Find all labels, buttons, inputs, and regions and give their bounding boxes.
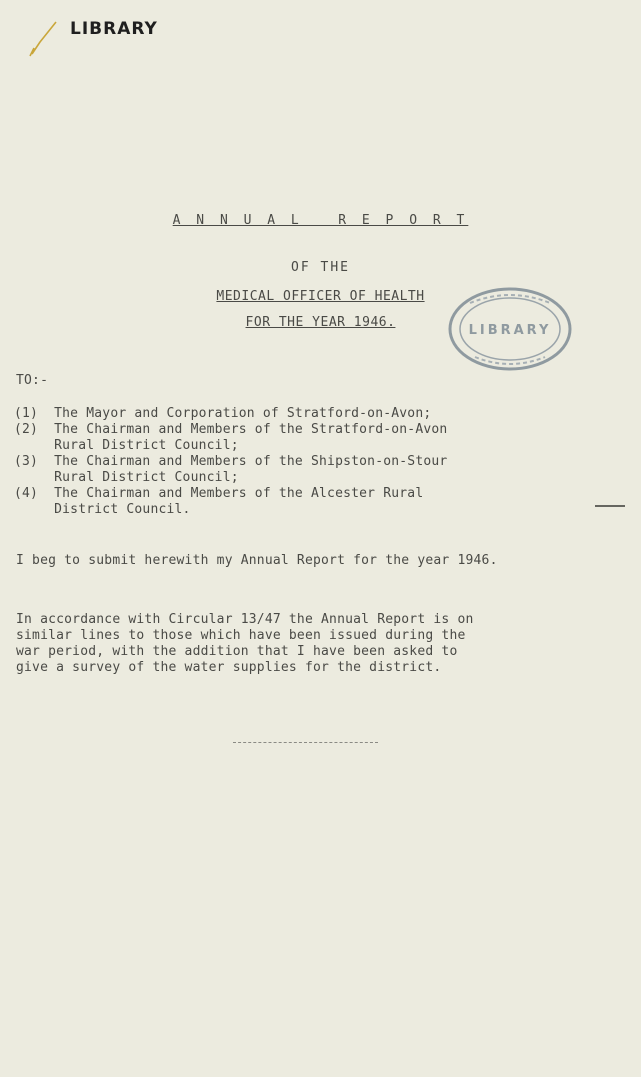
intro-paragraph: I beg to submit herewith my Annual Report for the year 1946.	[16, 553, 498, 568]
body-paragraph-line: similar lines to those which have been issued during the	[16, 628, 466, 643]
body-paragraph-line: give a survey of the water supplies for the district.	[16, 660, 442, 675]
report-title: A N N U A L R E P O R T	[172, 213, 469, 228]
addressee-line: (1) The Mayor and Corporation of Stratford-on-Avon;	[14, 406, 432, 421]
library-stamp: LIBRARY	[70, 19, 158, 39]
addressee-line: District Council.	[14, 502, 191, 517]
report-subtitle-of-the: OF THE	[291, 260, 350, 275]
report-officer-title: MEDICAL OFFICER OF HEALTH	[216, 289, 425, 304]
pen-mark-icon	[26, 18, 60, 58]
addressee-line: Rural District Council;	[14, 438, 239, 453]
addressee-line: Rural District Council;	[14, 470, 239, 485]
addressee-to-label: TO:-	[16, 373, 49, 388]
addressee-line: (2) The Chairman and Members of the Stratford-on-Avon	[14, 422, 448, 437]
library-seal-stamp	[440, 283, 573, 379]
addressee-line: (3) The Chairman and Members of the Shipston-on-Stour	[14, 454, 448, 469]
margin-dash-mark	[595, 504, 625, 508]
addressee-line: (4) The Chairman and Members of the Alcester Rural	[14, 486, 424, 501]
report-year: FOR THE YEAR 1946.	[245, 315, 396, 330]
body-paragraph-line: In accordance with Circular 13/47 the Annual Report is on	[16, 612, 474, 627]
library-seal-text: LIBRARY	[468, 323, 552, 338]
body-paragraph-line: war period, with the addition that I have been asked to	[16, 644, 458, 659]
section-divider	[233, 742, 378, 743]
